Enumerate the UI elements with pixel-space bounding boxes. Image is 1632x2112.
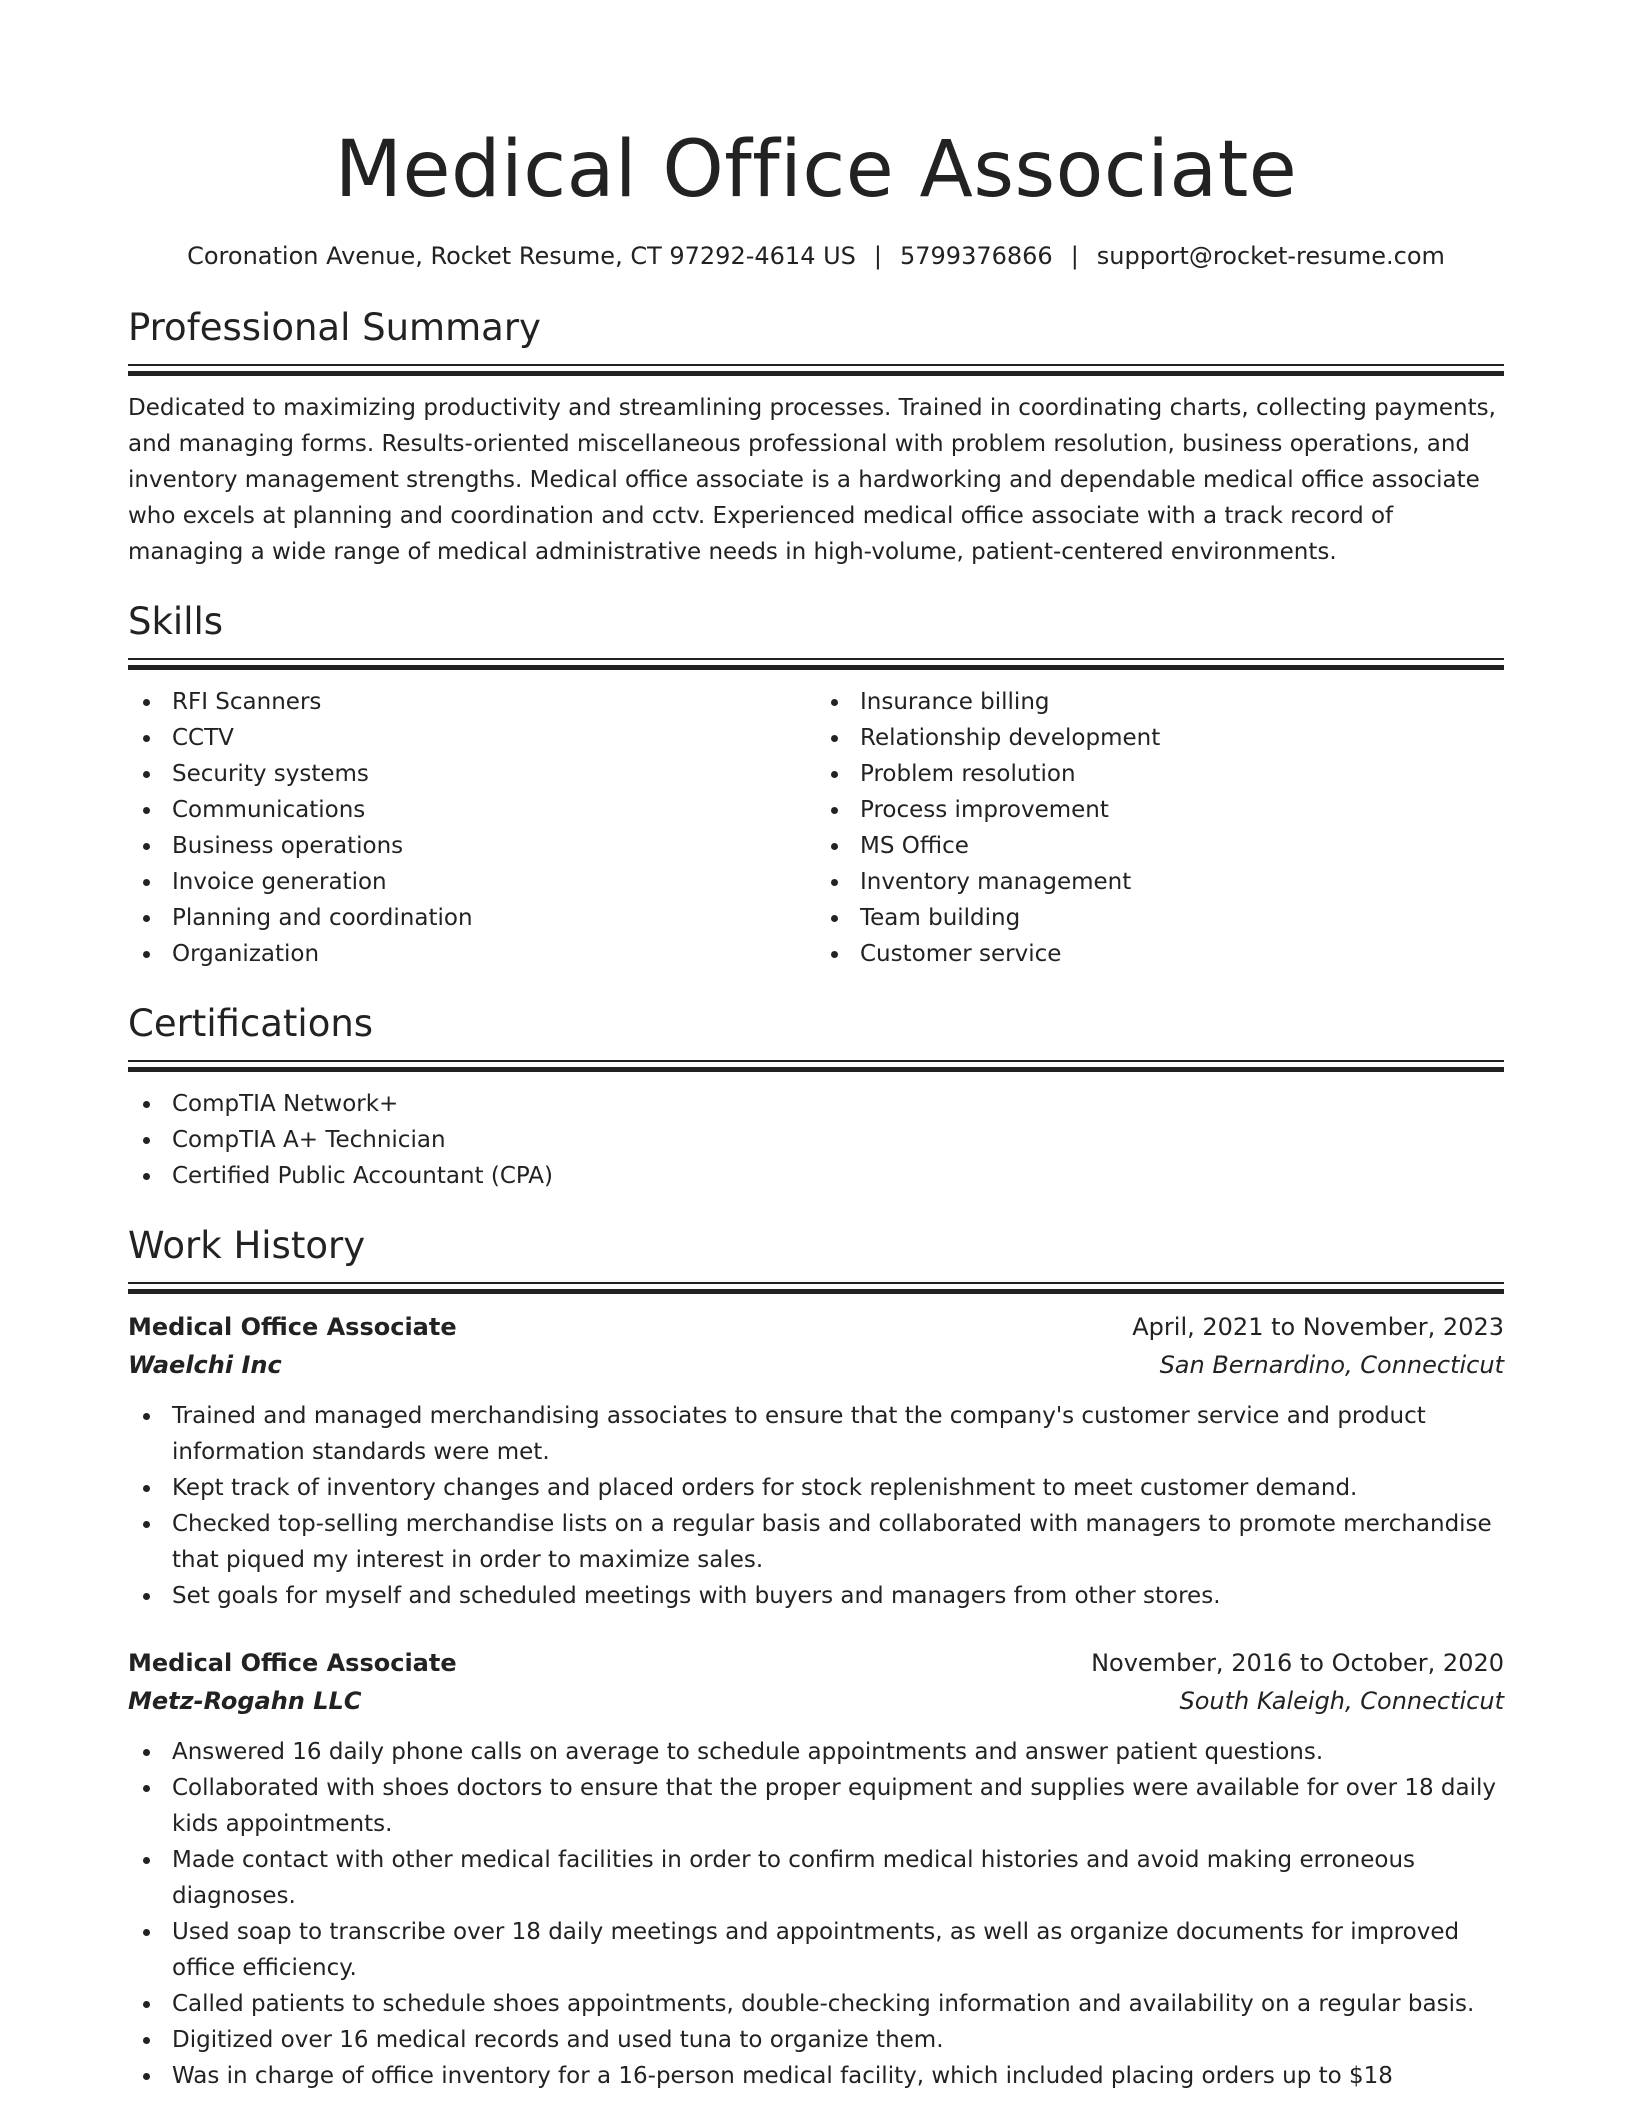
job-title: Medical Office Associate (128, 1313, 457, 1341)
job-bullet: Set goals for myself and scheduled meetings with buyers and managers from other stores. (128, 1578, 1504, 1614)
certifications-heading: Certifications (128, 1002, 374, 1045)
contact-address: Coronation Avenue, Rocket Resume, CT 97292-4614 US (187, 242, 856, 270)
skill-item: Business operations (128, 828, 816, 864)
skill-item: Relationship development (816, 720, 1504, 756)
skill-item: Security systems (128, 756, 816, 792)
job-entry (128, 1644, 1504, 2094)
job-bullets (128, 1398, 1504, 1614)
job-title: Medical Office Associate (128, 1649, 457, 1677)
job-bullet: Made contact with other medical facilities in order to confirm medical histories and avoid making erroneous diagnoses. (128, 1842, 1504, 1914)
job-header (128, 1644, 1504, 1682)
skill-item: Communications (128, 792, 816, 828)
contact-line (128, 240, 1504, 272)
contact-email: support@rocket-resume.com (1096, 242, 1445, 270)
skill-item: Insurance billing (816, 684, 1504, 720)
skill-item: Team building (816, 900, 1504, 936)
job-subheader (128, 1346, 1504, 1384)
job-bullet: Trained and managed merchandising associates to ensure that the company's customer service and product information standards were met. (128, 1398, 1504, 1470)
job-bullets (128, 1734, 1504, 2094)
work-history-section (128, 1222, 1504, 2094)
certifications-list (128, 1086, 1504, 1194)
certification-item: CompTIA A+ Technician (128, 1122, 1504, 1158)
certification-item: CompTIA Network+ (128, 1086, 1504, 1122)
section-divider (128, 658, 1504, 670)
job-bullet: Answered 16 daily phone calls on average to schedule appointments and answer patient questions. (128, 1734, 1504, 1770)
summary-text: Dedicated to maximizing productivity and streamlining processes. Trained in coordinating charts, collecting payments, and managing forms. Results-oriented miscellaneous professional with problem resolution, business operations, and inventory management strengths. Medical office associate is a hardworking and dependable medical office associate who excels at planning and coordination and cctv. Experienced medical office associate with a track record of managing a wide range of medical administrative needs in high-volume, patient-centered environments. (128, 395, 1496, 565)
skill-item: Process improvement (816, 792, 1504, 828)
certifications-section (128, 1000, 1504, 1194)
skill-item: RFI Scanners (128, 684, 816, 720)
job-company: Metz-Rogahn LLC (128, 1687, 362, 1715)
certification-item: Certified Public Accountant (CPA) (128, 1158, 1504, 1194)
skill-item: Customer service (816, 936, 1504, 972)
skill-item: Planning and coordination (128, 900, 816, 936)
skills-section (128, 598, 1504, 972)
resume-name: Medical Office Associate (334, 125, 1298, 215)
job-header (128, 1308, 1504, 1346)
skill-item: Organization (128, 936, 816, 972)
skill-item: Invoice generation (128, 864, 816, 900)
job-bullet: Checked top-selling merchandise lists on a regular basis and collaborated with managers to promote merchandise that piqued my interest in order to maximize sales. (128, 1506, 1504, 1578)
section-divider (128, 1060, 1504, 1072)
job-entry (128, 1308, 1504, 1614)
job-subheader (128, 1682, 1504, 1720)
job-bullet: Collaborated with shoes doctors to ensure that the proper equipment and supplies were available for over 18 daily kids appointments. (128, 1770, 1504, 1842)
contact-phone: 5799376866 (899, 242, 1053, 270)
section-divider (128, 1282, 1504, 1294)
job-bullet: Was in charge of office inventory for a 16-person medical facility, which included placing orders up to $18 (128, 2058, 1504, 2094)
work-history-heading: Work History (128, 1224, 366, 1267)
contact-separator: | (873, 242, 882, 270)
skill-item: MS Office (816, 828, 1504, 864)
job-bullet: Called patients to schedule shoes appointments, double-checking information and availability on a regular basis. (128, 1986, 1504, 2022)
job-bullet: Digitized over 16 medical records and used tuna to organize them. (128, 2022, 1504, 2058)
skills-list-right (816, 684, 1504, 972)
skill-item: Inventory management (816, 864, 1504, 900)
skills-columns (128, 670, 1504, 972)
job-location: South Kaleigh, Connecticut (1179, 1687, 1504, 1715)
job-dates: April, 2021 to November, 2023 (1132, 1313, 1504, 1341)
summary-section (128, 304, 1504, 570)
skills-heading: Skills (128, 600, 224, 643)
job-company: Waelchi Inc (128, 1351, 282, 1379)
job-bullet: Used soap to transcribe over 18 daily meetings and appointments, as well as organize documents for improved office efficiency. (128, 1914, 1504, 1986)
summary-heading: Professional Summary (128, 306, 541, 349)
job-bullet: Kept track of inventory changes and placed orders for stock replenishment to meet customer demand. (128, 1470, 1504, 1506)
skills-list-left (128, 684, 816, 972)
section-divider (128, 364, 1504, 376)
skill-item: CCTV (128, 720, 816, 756)
skill-item: Problem resolution (816, 756, 1504, 792)
contact-separator: | (1070, 242, 1079, 270)
job-location: San Bernardino, Connecticut (1159, 1351, 1504, 1379)
job-dates: November, 2016 to October, 2020 (1091, 1649, 1504, 1677)
